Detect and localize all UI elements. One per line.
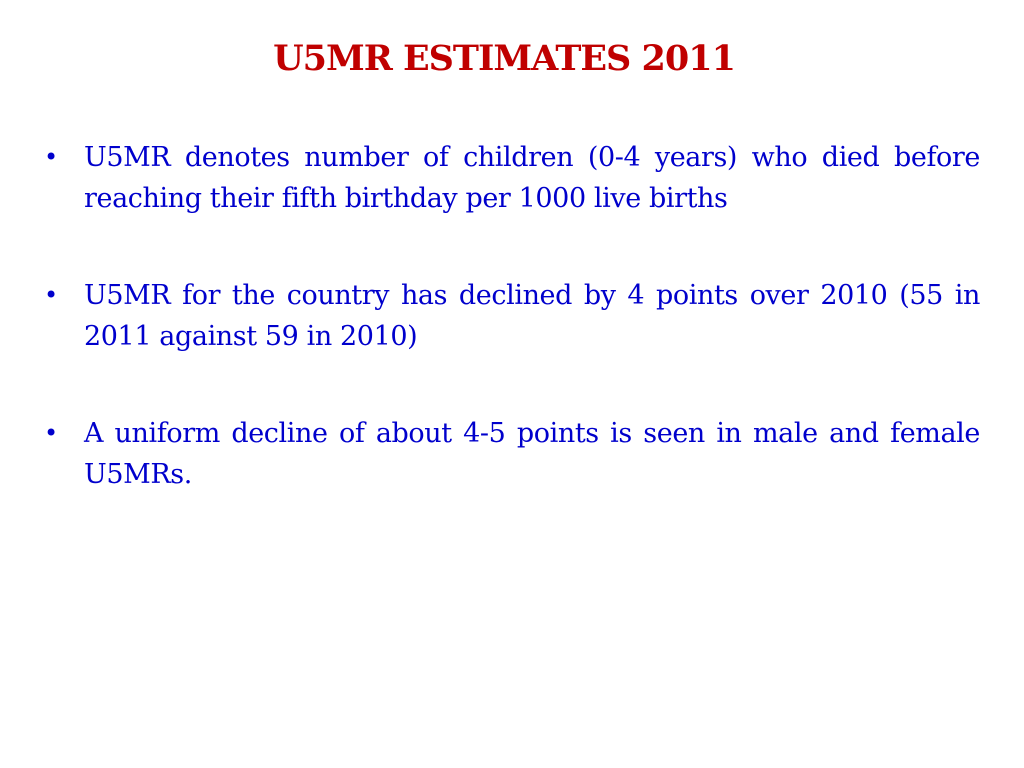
bullet-list bbox=[44, 137, 980, 551]
bullet-text: A uniform decline of about 4-5 points is seen in male and female U5MRs. bbox=[84, 418, 980, 490]
bullet-item bbox=[44, 275, 980, 357]
bullet-text: U5MR denotes number of children (0-4 years) who died before reaching their fifth birthday per 1000 live births bbox=[84, 142, 980, 214]
bullet-icon: • bbox=[44, 143, 58, 171]
bullet-item bbox=[44, 413, 980, 495]
bullet-text: U5MR for the country has declined by 4 points over 2010 (55 in 2011 against 59 in 2010) bbox=[84, 280, 980, 352]
bullet-icon: • bbox=[44, 419, 58, 447]
bullet-icon: • bbox=[44, 281, 58, 309]
slide-title: U5MR ESTIMATES 2011 bbox=[273, 38, 735, 79]
bullet-item bbox=[44, 137, 980, 219]
